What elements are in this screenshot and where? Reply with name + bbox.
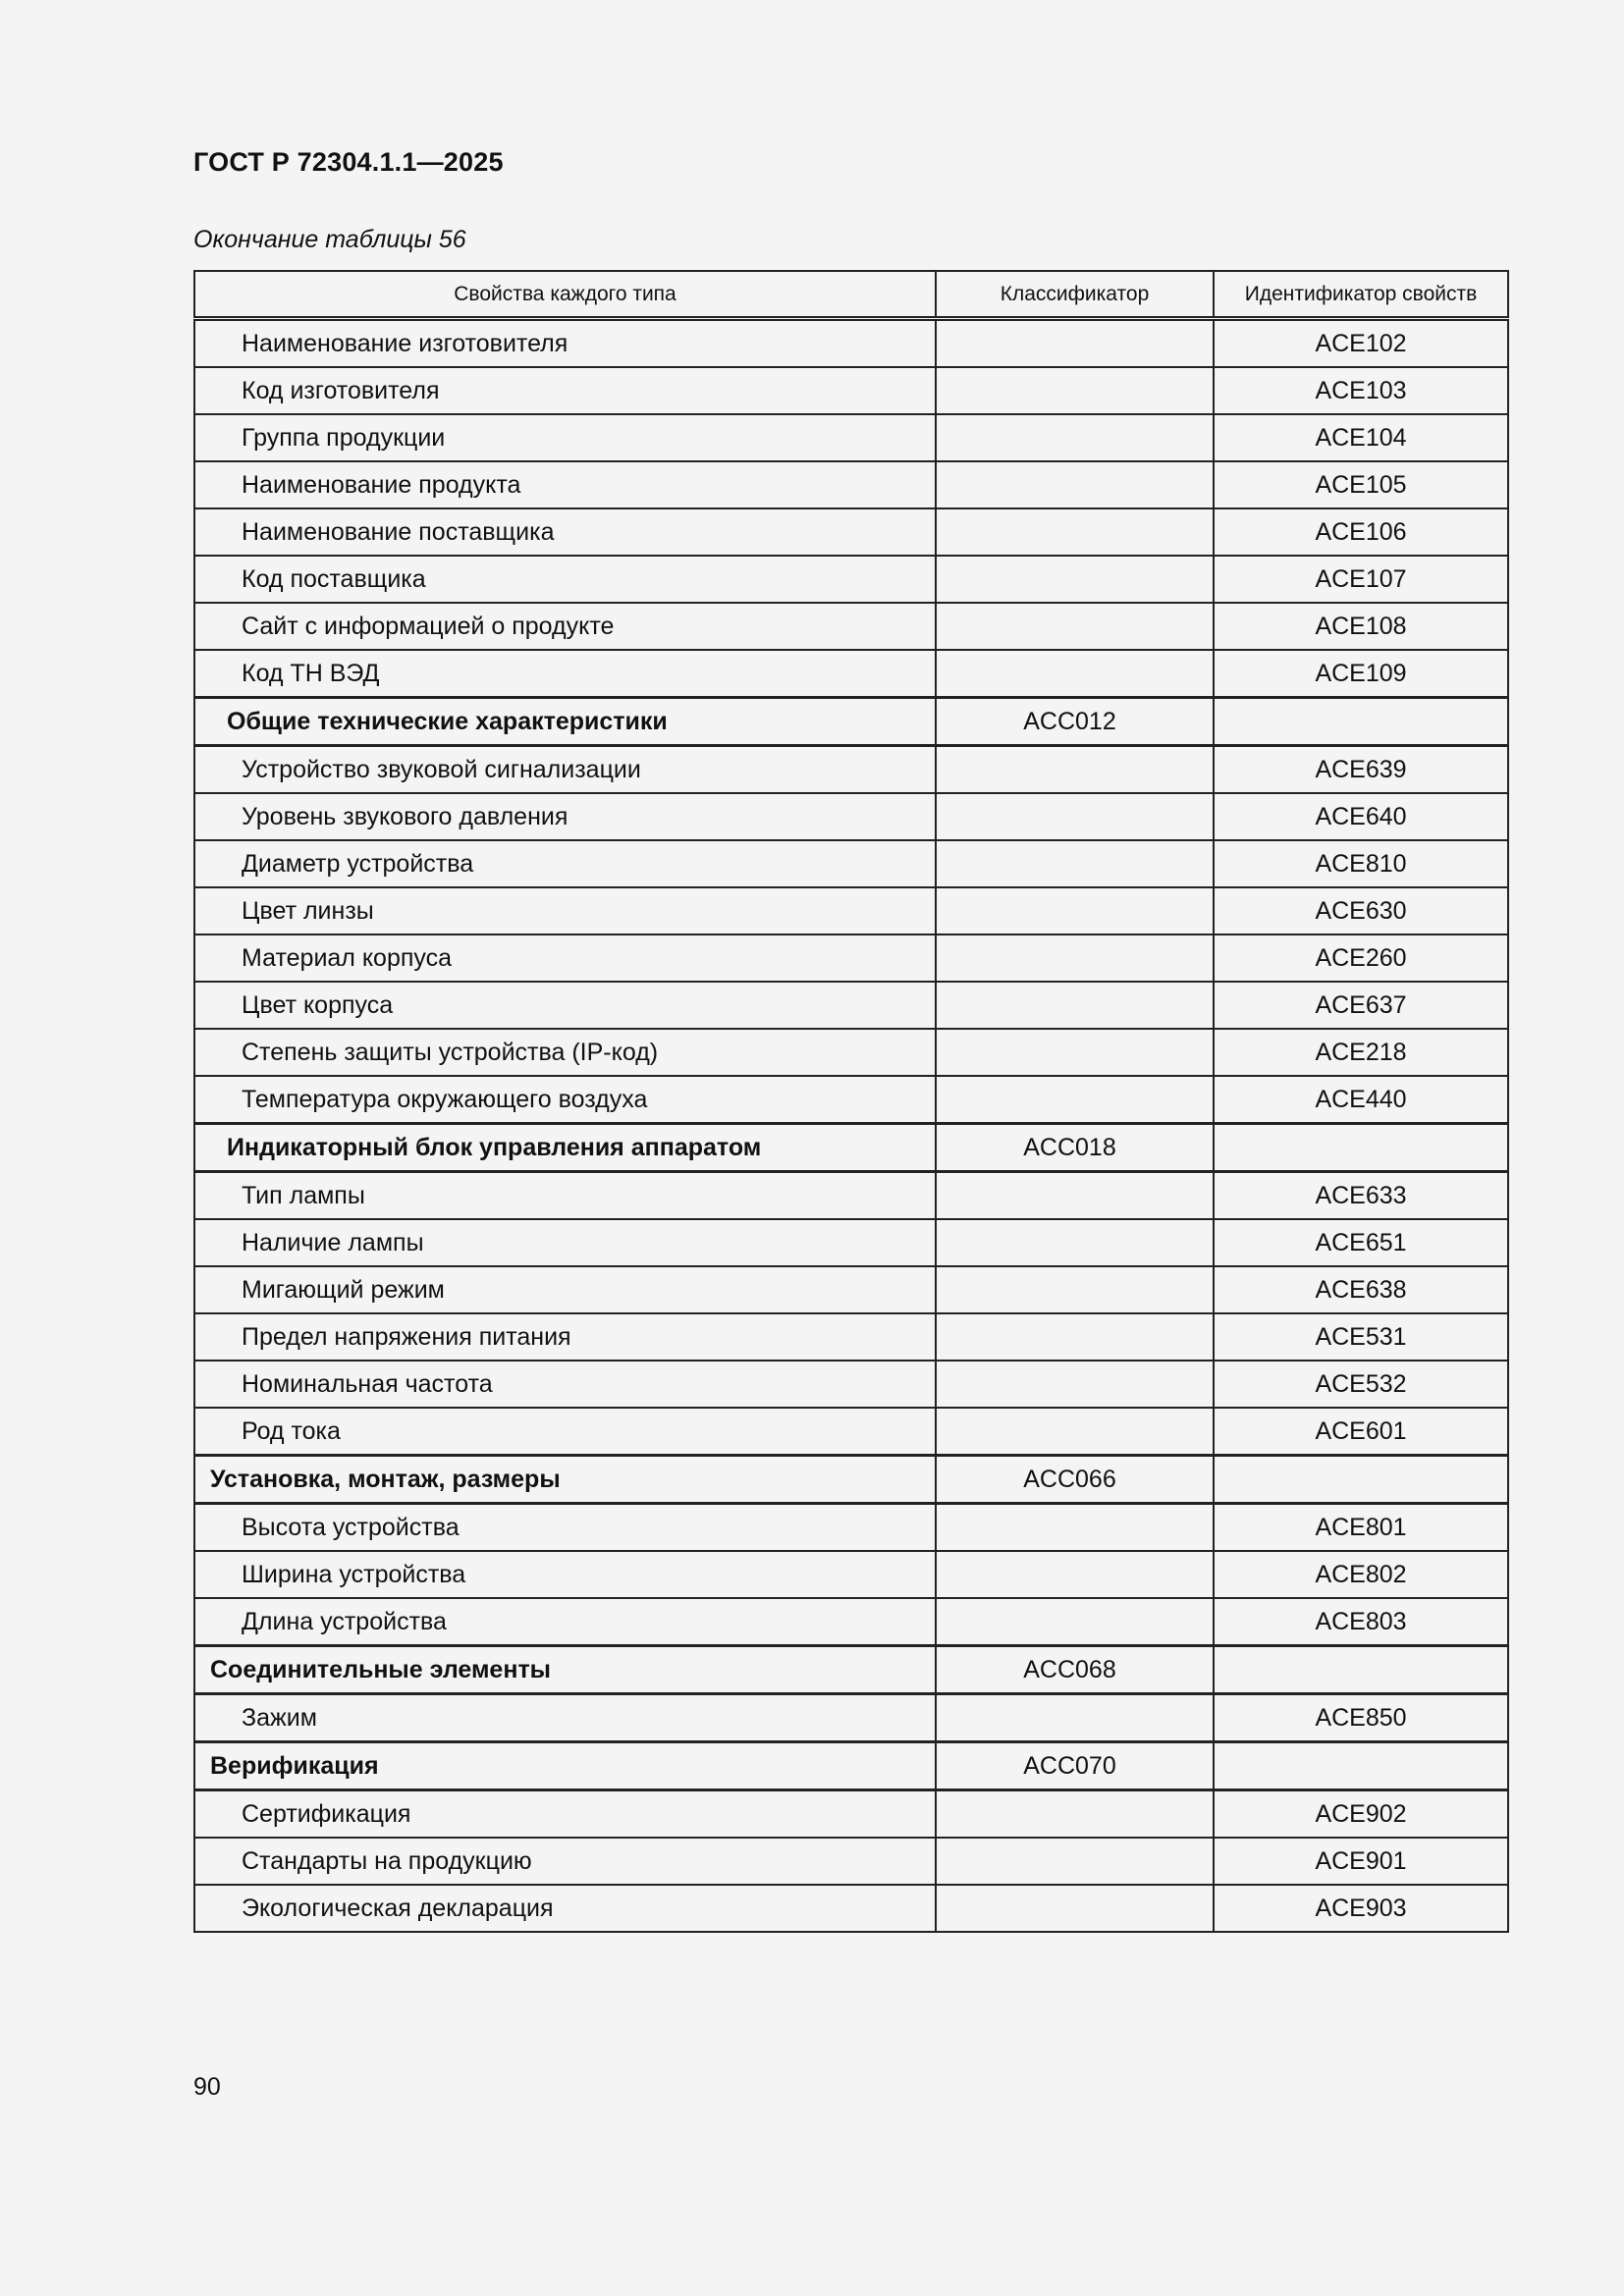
cell-classifier: [936, 556, 1214, 603]
cell-property-id: [1214, 1646, 1508, 1694]
cell-classifier: [936, 1361, 1214, 1408]
cell-property-id: ACE440: [1214, 1076, 1508, 1124]
cell-property: Код ТН ВЭД: [194, 650, 936, 698]
cell-classifier: [936, 603, 1214, 650]
cell-property: Номинальная частота: [194, 1361, 936, 1408]
cell-classifier: ACC068: [936, 1646, 1214, 1694]
cell-property-id: ACE104: [1214, 414, 1508, 461]
cell-classifier: [936, 1504, 1214, 1552]
cell-property-id: ACE637: [1214, 982, 1508, 1029]
cell-classifier: [936, 887, 1214, 934]
table-row: [194, 1313, 1508, 1361]
cell-classifier: [936, 1694, 1214, 1742]
properties-table-container: [193, 270, 1507, 1933]
table-row: [194, 1408, 1508, 1456]
cell-classifier: ACC018: [936, 1124, 1214, 1172]
cell-property: Высота устройства: [194, 1504, 936, 1552]
cell-classifier: [936, 319, 1214, 368]
cell-classifier: [936, 367, 1214, 414]
table-row: [194, 934, 1508, 982]
table-row: [194, 887, 1508, 934]
cell-property: Уровень звукового давления: [194, 793, 936, 840]
table-row: [194, 1361, 1508, 1408]
cell-property-id: ACE633: [1214, 1172, 1508, 1220]
cell-classifier: [936, 840, 1214, 887]
cell-classifier: [936, 508, 1214, 556]
cell-classifier: [936, 1266, 1214, 1313]
cell-property: Код поставщика: [194, 556, 936, 603]
cell-property: Код изготовителя: [194, 367, 936, 414]
properties-table: [193, 270, 1509, 1933]
cell-classifier: [936, 1551, 1214, 1598]
cell-property: Сайт с информацией о продукте: [194, 603, 936, 650]
cell-property: Группа продукции: [194, 414, 936, 461]
cell-property: Наименование продукта: [194, 461, 936, 508]
cell-property: Ширина устройства: [194, 1551, 936, 1598]
cell-property: Тип лампы: [194, 1172, 936, 1220]
table-row: [194, 1598, 1508, 1646]
cell-property-id: ACE102: [1214, 319, 1508, 368]
cell-property: Предел напряжения питания: [194, 1313, 936, 1361]
cell-classifier: [936, 1219, 1214, 1266]
cell-property: Соединительные элементы: [194, 1646, 936, 1694]
document-header: ГОСТ Р 72304.1.1—2025: [193, 147, 504, 177]
cell-property-id: ACE103: [1214, 367, 1508, 414]
cell-property-id: ACE218: [1214, 1029, 1508, 1076]
table-row: [194, 650, 1508, 698]
table-row: [194, 840, 1508, 887]
cell-property-id: [1214, 1742, 1508, 1790]
cell-property-id: ACE531: [1214, 1313, 1508, 1361]
table-group-row: [194, 1742, 1508, 1790]
table-row: [194, 982, 1508, 1029]
cell-property-id: ACE109: [1214, 650, 1508, 698]
cell-classifier: [936, 1408, 1214, 1456]
table-row: [194, 1885, 1508, 1932]
table-row: [194, 461, 1508, 508]
cell-property: Наличие лампы: [194, 1219, 936, 1266]
cell-property: Температура окружающего воздуха: [194, 1076, 936, 1124]
table-row: [194, 1551, 1508, 1598]
table-row: [194, 414, 1508, 461]
cell-classifier: [936, 461, 1214, 508]
cell-classifier: ACC070: [936, 1742, 1214, 1790]
cell-property: Наименование изготовителя: [194, 319, 936, 368]
cell-property-id: ACE601: [1214, 1408, 1508, 1456]
cell-classifier: [936, 414, 1214, 461]
cell-property-id: ACE107: [1214, 556, 1508, 603]
cell-property-id: ACE260: [1214, 934, 1508, 982]
cell-classifier: [936, 793, 1214, 840]
table-group-row: [194, 1456, 1508, 1504]
table-row: [194, 1504, 1508, 1552]
cell-classifier: [936, 1313, 1214, 1361]
cell-classifier: [936, 650, 1214, 698]
cell-classifier: [936, 934, 1214, 982]
cell-classifier: [936, 1885, 1214, 1932]
table-row: [194, 746, 1508, 794]
table-row: [194, 603, 1508, 650]
page-number: 90: [193, 2073, 221, 2101]
cell-property: Наименование поставщика: [194, 508, 936, 556]
cell-property-id: ACE901: [1214, 1838, 1508, 1885]
table-row: [194, 1838, 1508, 1885]
table-group-row: [194, 1646, 1508, 1694]
cell-property-id: [1214, 698, 1508, 746]
table-group-row: [194, 698, 1508, 746]
cell-property: Цвет линзы: [194, 887, 936, 934]
cell-property-id: ACE801: [1214, 1504, 1508, 1552]
cell-property: Сертификация: [194, 1790, 936, 1839]
cell-classifier: [936, 1598, 1214, 1646]
cell-property-id: ACE810: [1214, 840, 1508, 887]
cell-property: Мигающий режим: [194, 1266, 936, 1313]
table-row: [194, 1029, 1508, 1076]
cell-classifier: [936, 982, 1214, 1029]
cell-classifier: ACC012: [936, 698, 1214, 746]
cell-classifier: [936, 1838, 1214, 1885]
cell-property-id: ACE640: [1214, 793, 1508, 840]
table-row: [194, 367, 1508, 414]
table-row: [194, 1172, 1508, 1220]
cell-property: Диаметр устройства: [194, 840, 936, 887]
table-row: [194, 793, 1508, 840]
cell-property-id: ACE902: [1214, 1790, 1508, 1839]
cell-property: Длина устройства: [194, 1598, 936, 1646]
cell-property: Установка, монтаж, размеры: [194, 1456, 936, 1504]
cell-property: Общие технические характеристики: [194, 698, 936, 746]
cell-property-id: ACE903: [1214, 1885, 1508, 1932]
table-header-row: [194, 271, 1508, 319]
table-caption: Окончание таблицы 56: [193, 226, 466, 253]
table-row: [194, 556, 1508, 603]
table-row: [194, 1694, 1508, 1742]
table-body: [194, 319, 1508, 1933]
column-header-properties: Свойства каждого типа: [194, 271, 936, 319]
column-header-classifier: Классификатор: [936, 271, 1214, 319]
cell-property-id: ACE803: [1214, 1598, 1508, 1646]
cell-property: Устройство звуковой сигнализации: [194, 746, 936, 794]
cell-classifier: [936, 746, 1214, 794]
table-row: [194, 1076, 1508, 1124]
table-row: [194, 1219, 1508, 1266]
cell-property-id: [1214, 1456, 1508, 1504]
cell-property: Стандарты на продукцию: [194, 1838, 936, 1885]
cell-property: Степень защиты устройства (IP-код): [194, 1029, 936, 1076]
cell-property-id: ACE850: [1214, 1694, 1508, 1742]
cell-property: Зажим: [194, 1694, 936, 1742]
cell-property-id: ACE651: [1214, 1219, 1508, 1266]
cell-property: Экологическая декларация: [194, 1885, 936, 1932]
cell-classifier: [936, 1076, 1214, 1124]
cell-property-id: ACE630: [1214, 887, 1508, 934]
cell-property: Род тока: [194, 1408, 936, 1456]
table-row: [194, 1790, 1508, 1839]
table-row: [194, 1266, 1508, 1313]
cell-property: Материал корпуса: [194, 934, 936, 982]
table-row: [194, 319, 1508, 368]
cell-property-id: ACE802: [1214, 1551, 1508, 1598]
table-header: [194, 271, 1508, 319]
cell-property: Верификация: [194, 1742, 936, 1790]
cell-classifier: ACC066: [936, 1456, 1214, 1504]
cell-property-id: ACE638: [1214, 1266, 1508, 1313]
cell-property: Индикаторный блок управления аппаратом: [194, 1124, 936, 1172]
cell-property-id: ACE108: [1214, 603, 1508, 650]
cell-property-id: ACE639: [1214, 746, 1508, 794]
cell-classifier: [936, 1790, 1214, 1839]
table-row: [194, 508, 1508, 556]
column-header-property-id: Идентификатор свойств: [1214, 271, 1508, 319]
cell-classifier: [936, 1029, 1214, 1076]
cell-property-id: ACE106: [1214, 508, 1508, 556]
cell-property-id: ACE105: [1214, 461, 1508, 508]
cell-property-id: [1214, 1124, 1508, 1172]
cell-classifier: [936, 1172, 1214, 1220]
cell-property-id: ACE532: [1214, 1361, 1508, 1408]
cell-property: Цвет корпуса: [194, 982, 936, 1029]
table-group-row: [194, 1124, 1508, 1172]
